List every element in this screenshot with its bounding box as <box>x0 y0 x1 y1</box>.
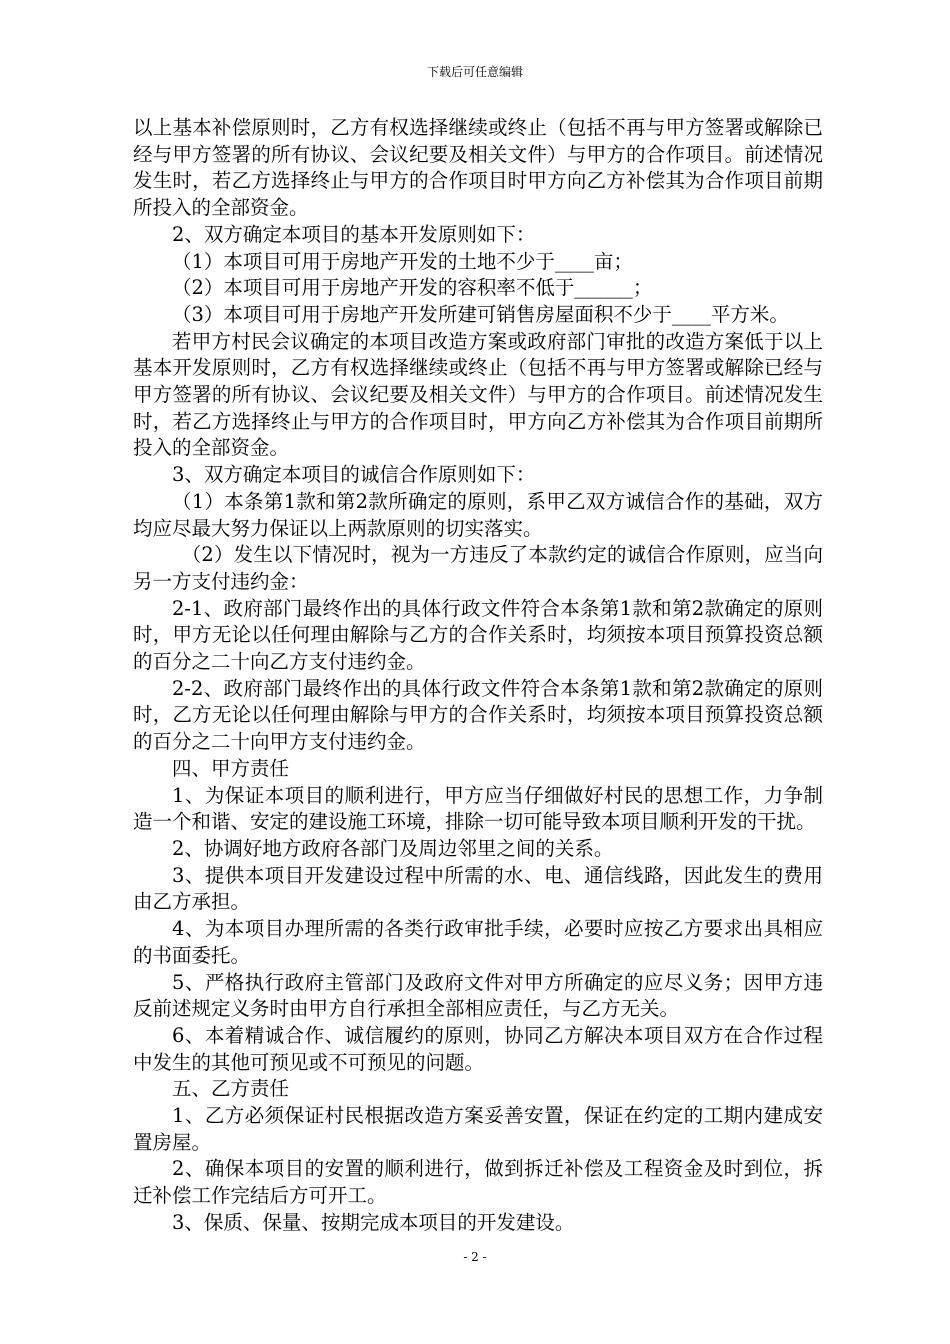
paragraph: （2）本项目可用于房地产开发的容积率不低于______； <box>172 276 653 300</box>
paragraph: 2、双方确定本项目的基本开发原则如下： <box>172 222 536 246</box>
paragraph: 4、为本项目办理所需的各类行政审批手续，必要时应按乙方要求出具相应的书面委托。 <box>133 917 823 967</box>
paragraph: 3、提供本项目开发建设过程中所需的水、电、通信线路，因此发生的费用由乙方承担。 <box>133 863 823 914</box>
paragraph: 1、乙方必须保证村民根据改造方案妥善安置，保证在约定的工期内建成安置房屋。 <box>133 1104 823 1154</box>
paragraph: 2-2、政府部门最终作出的具体行政文件符合本条第1款和第2款确定的原则时，乙方无论以任何理由解除与甲方的合作关系时，均须按本项目预算投资总额的百分之二十向甲方支付违约金。 <box>133 676 823 754</box>
paragraph: 四、甲方责任 <box>172 756 290 780</box>
paragraph: （3）本项目可用于房地产开发所建可销售房屋面积不少于____平方米。 <box>172 302 789 326</box>
paragraph: 1、为保证本项目的顺利进行，甲方应当仔细做好村民的思想工作，力争制造一个和谐、安定的建设施工环境，排除一切可能导致本项目顺利开发的干扰。 <box>133 783 823 834</box>
paragraph: 6、本着精诚合作、诚信履约的原则，协同乙方解决本项目双方在合作过程中发生的其他可预见或不可预见的问题。 <box>133 1023 823 1074</box>
paragraph: 五、乙方责任 <box>172 1077 290 1101</box>
paragraph: 2、确保本项目的安置的顺利进行，做到拆迁补偿及工程资金及时到位，拆迁补偿工作完结后方可开工。 <box>133 1157 823 1208</box>
paragraph: 5、严格执行政府主管部门及政府文件对甲方所确定的应尽义务；因甲方违反前述规定义务时由甲方自行承担全部相应责任，与乙方无关。 <box>133 970 823 1021</box>
page-number: - 2 - <box>463 1250 487 1264</box>
paragraph: 若甲方村民会议确定的本项目改造方案或政府部门审批的改造方案低于以上基本开发原则时，乙方有权选择继续或终止（包括不再与甲方签署或解除已经与甲方签署的所有协议、会议纪要及相关文件）与甲方的合作项目。前述情况发生时，若乙方选择终止与甲方的合作项目时，甲方向乙方补偿其为合作项目前期所投入的全部资金。 <box>133 329 823 460</box>
paragraph: （2）发生以下情况时，视为一方违反了本款约定的诚信合作原则，应当向另一方支付违约金： <box>133 543 823 593</box>
paragraph: 2、协调好地方政府各部门及周边邻里之间的关系。 <box>172 836 614 860</box>
paragraph: 以上基本补偿原则时，乙方有权选择继续或终止（包括不再与甲方签署或解除已经与甲方签署的所有协议、会议纪要及相关文件）与甲方的合作项目。前述情况发生时，若乙方选择终止与甲方的合作项目时甲方向乙方补偿其为合作项目前期所投入的全部资金。 <box>133 116 823 220</box>
paragraph: 3、双方确定本项目的诚信合作原则如下： <box>172 463 536 487</box>
page-header: 下载后可任意编辑 <box>426 65 523 79</box>
paragraph: （1）本条第1款和第2款所确定的原则，系甲乙双方诚信合作的基础，双方均应尽最大努力保证以上两款原则的切实落实。 <box>133 489 823 540</box>
paragraph: （1）本项目可用于房地产开发的土地不少于____亩； <box>172 249 633 273</box>
document-body <box>133 115 823 1237</box>
paragraph: 3、保质、保量、按期完成本项目的开发建设。 <box>172 1210 575 1234</box>
paragraph: 2-1、政府部门最终作出的具体行政文件符合本条第1款和第2款确定的原则时，甲方无论以任何理由解除与乙方的合作关系时，均须按本项目预算投资总额的百分之二十向乙方支付违约金。 <box>133 596 823 674</box>
